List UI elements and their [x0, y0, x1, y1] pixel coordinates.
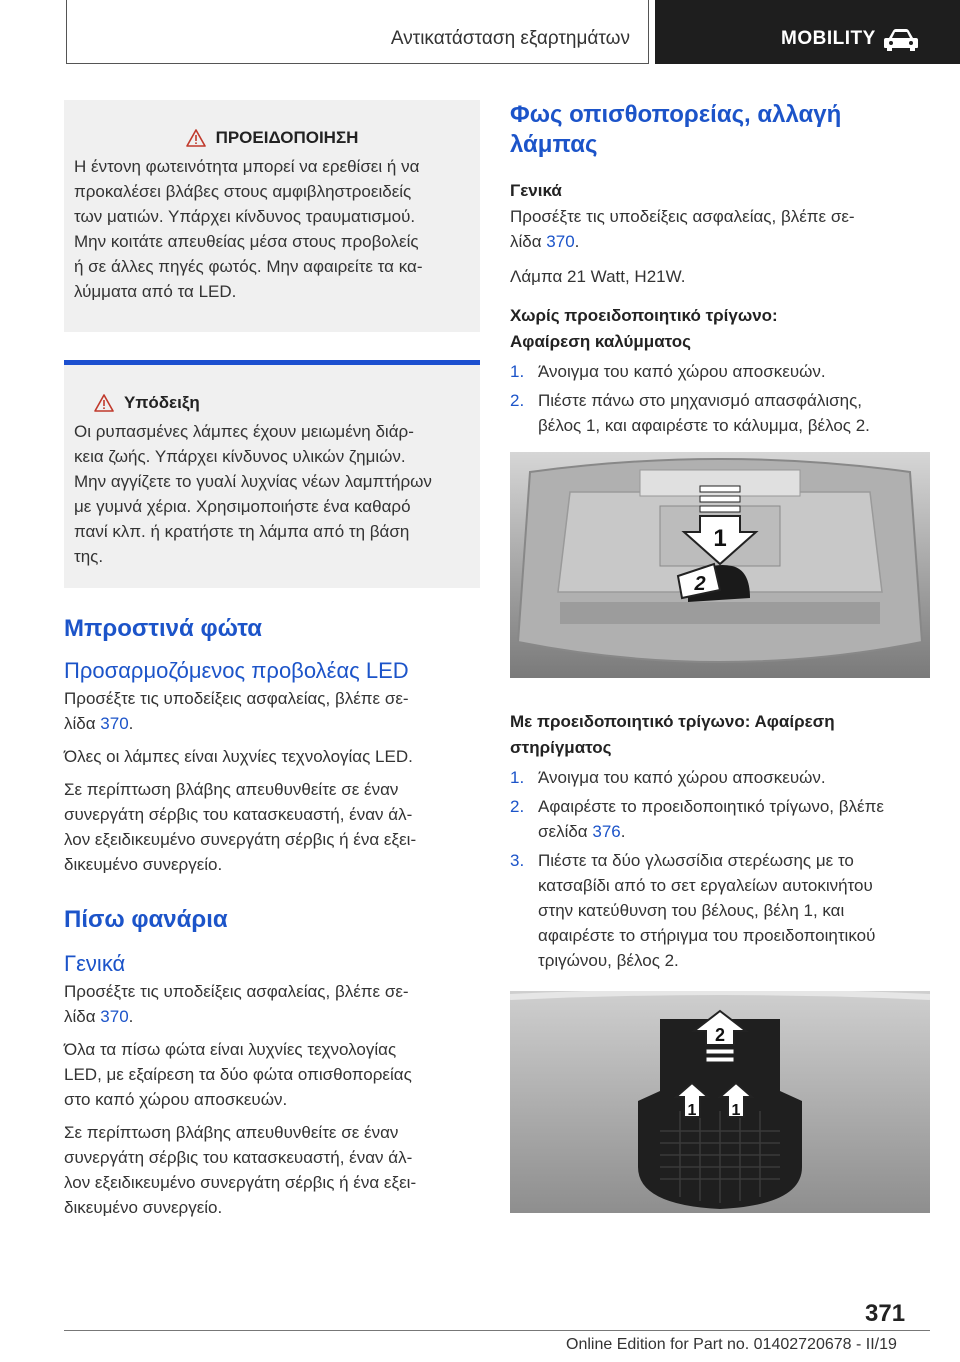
text-line: Αφαιρέστε το προειδοποιητικό τρίγωνο, βλέπε — [538, 797, 884, 816]
footer-divider — [64, 1330, 930, 1331]
reverse-safety-reference — [510, 204, 930, 254]
text-line: Προσέξτε τις υποδείξεις ασφαλείας, βλέπε σε- — [64, 982, 409, 1001]
svg-text:1: 1 — [687, 1102, 697, 1119]
text-line: λον εξειδικευμένο συνεργάτη σέρβις ή ένα εξει- — [64, 1173, 417, 1192]
reverse-general-title: Γενικά — [510, 181, 562, 200]
text-span: . — [128, 1007, 134, 1026]
rear-safety-reference — [64, 979, 480, 1029]
text-line: δικευμένο συνεργείο. — [64, 855, 223, 874]
warning-line: Η έντονη φωτεινότητα μπορεί να ερεθίσει ή να — [74, 157, 420, 176]
notice-line: Οι ρυπασμένες λάμπες έχουν μειωμένη διάρ- — [74, 422, 414, 441]
text-span: . — [574, 232, 580, 251]
heading-line: Φως οπισθοπορείας, αλλαγή — [510, 101, 842, 128]
notice-text — [74, 419, 470, 569]
text-span: λίδα — [64, 714, 101, 733]
warning-triangle-icon — [94, 394, 114, 412]
page-link-370[interactable]: 370 — [100, 714, 129, 733]
notice-title-row — [74, 393, 470, 413]
front-led-paragraph: Όλες οι λάμπες είναι λυχνίες τεχνολογίας LED. — [64, 747, 413, 766]
text-line: στην κατεύθυνση του βέλους, βέλη 1, και — [538, 901, 845, 920]
svg-text:2: 2 — [694, 573, 706, 595]
edition-info: Online Edition for Part no. 01402720678 - II/19 — [566, 1336, 897, 1353]
heading-line: στηρίγματος — [510, 738, 612, 757]
text-line: βέλος 1, και αφαιρέστε το κάλυμμα, βέλος 2. — [538, 416, 870, 435]
text-span: . — [128, 714, 134, 733]
triangle-holder — [638, 1019, 802, 1209]
steps-list-b — [510, 765, 930, 973]
warning-text — [74, 154, 470, 304]
svg-text:1: 1 — [713, 525, 727, 552]
step-number: 2. — [510, 391, 525, 410]
trunk-lid-cover-photo — [510, 452, 930, 678]
warning-line: λύμματα από τα LED. — [74, 282, 237, 301]
text-line: δικευμένο συνεργείο. — [64, 1198, 223, 1217]
without-triangle-title — [510, 303, 930, 355]
warning-line: προκαλέσει βλάβες στους αμφιβληστροειδείς — [74, 182, 412, 201]
warning-title: ΠΡΟΕΙΔΟΠΟΙΗΣΗ — [215, 128, 359, 147]
warning-line: των ματιών. Υπάρχει κίνδυνος τραυματισμού. — [74, 207, 416, 226]
warning-triangle-icon — [186, 129, 206, 147]
front-safety-reference — [64, 686, 480, 736]
rear-failure-paragraph — [64, 1120, 480, 1220]
left-column — [64, 100, 480, 1220]
page-link-370[interactable]: 370 — [100, 1007, 129, 1026]
step-text — [538, 388, 930, 438]
step-item — [510, 794, 930, 844]
notice-line: κεια ζωής. Υπάρχει κίνδυνος υλικών ζημιών. — [74, 447, 406, 466]
page-link-376[interactable]: 376 — [592, 822, 621, 841]
step-item — [510, 848, 930, 973]
text-span: σελίδα — [538, 822, 593, 841]
text-line: LED, με εξαίρεση τα δύο φώτα οπισθοπορείας — [64, 1065, 412, 1084]
led-headlight-subheading: Προσαρμοζόμενος προβολέας LED — [64, 658, 409, 683]
step-number: 1. — [510, 768, 525, 787]
text-line: Άνοιγμα του καπό χώρου αποσκευών. — [538, 362, 826, 381]
notice-line: της. — [74, 547, 104, 566]
text-line: Σε περίπτωση βλάβης απευθυνθείτε σε έναν — [64, 780, 399, 799]
text-span: . — [620, 822, 626, 841]
svg-text:1: 1 — [731, 1102, 741, 1119]
step-text — [538, 765, 930, 790]
text-line — [64, 711, 480, 736]
text-line: στο καπό χώρου αποσκευών. — [64, 1090, 288, 1109]
text-span: λίδα — [64, 1007, 101, 1026]
page-number: 371 — [865, 1300, 906, 1327]
heading-line: λάμπας — [510, 131, 598, 158]
step-item — [510, 765, 930, 790]
step-number: 3. — [510, 851, 525, 870]
reverse-light-heading — [510, 100, 930, 160]
svg-text:2: 2 — [714, 1025, 726, 1045]
text-span: λίδα — [510, 232, 547, 251]
text-line: κατσαβίδι από το σετ εργαλείων αυτοκινήτου — [538, 876, 873, 895]
text-line: συνεργάτη σέρβις του κατασκευαστή, έναν άλ- — [64, 805, 413, 824]
step-text — [538, 359, 930, 384]
page-link-370[interactable]: 370 — [546, 232, 575, 251]
text-line — [510, 229, 930, 254]
step-text — [538, 848, 930, 973]
steps-list-a — [510, 359, 930, 438]
text-line: Άνοιγμα του καπό χώρου αποσκευών. — [538, 768, 826, 787]
step-number: 1. — [510, 362, 525, 381]
step-number: 2. — [510, 797, 525, 816]
text-line — [538, 819, 930, 844]
chapter-title: MOBILITY — [781, 28, 876, 49]
text-line — [64, 1004, 480, 1029]
text-line: Πιέστε πάνω στο μηχανισμό απασφάλισης, — [538, 391, 863, 410]
warning-box — [64, 100, 480, 332]
step-item — [510, 388, 930, 438]
notice-line: πανί κλπ. ή κρατήστε τη λάμπα από τη βάση — [74, 522, 410, 541]
notice-title: Υπόδειξη — [124, 393, 200, 412]
text-line: Προσέξτε τις υποδείξεις ασφαλείας, βλέπε σε- — [510, 207, 855, 226]
text-line: τριγώνου, βέλος 2. — [538, 951, 679, 970]
notice-line: με γυμνά χέρια. Χρησιμοποιήστε ένα καθαρό — [74, 497, 411, 516]
text-line: Όλα τα πίσω φώτα είναι λυχνίες τεχνολογίας — [64, 1040, 397, 1059]
lamp-spec: Λάμπα 21 Watt, H21W. — [510, 267, 686, 286]
text-line: Προσέξτε τις υποδείξεις ασφαλείας, βλέπε σε- — [64, 689, 409, 708]
warning-title-row — [74, 128, 470, 148]
notice-box — [64, 360, 480, 588]
text-line: λον εξειδικευμένο συνεργάτη σέρβις ή ένα εξει- — [64, 830, 417, 849]
header-section-box — [66, 0, 649, 64]
header-chapter-box — [655, 0, 960, 64]
heading-line: Χωρίς προειδοποιητικό τρίγωνο: — [510, 306, 778, 325]
rear-lights-heading: Πίσω φανάρια — [64, 906, 228, 933]
warning-line: ή σε άλλες πηγές φωτός. Μην αφαιρείτε τα κα- — [74, 257, 423, 276]
text-line: Σε περίπτωση βλάβης απευθυνθείτε σε έναν — [64, 1123, 399, 1142]
front-failure-paragraph — [64, 777, 480, 877]
section-title: Αντικατάσταση εξαρτημάτων — [390, 28, 630, 49]
text-line: αφαιρέστε το στήριγμα του προειδοποιητικού — [538, 926, 876, 945]
step-text — [538, 794, 930, 844]
heading-line: Αφαίρεση καλύμματος — [510, 332, 691, 351]
triangle-holder-photo — [510, 991, 930, 1213]
heading-line: Με προειδοποιητικό τρίγωνο: Αφαίρεση — [510, 712, 835, 731]
text-line: συνεργάτη σέρβις του κατασκευαστή, έναν άλ- — [64, 1148, 413, 1167]
notice-line: Μην αγγίζετε το γυαλί λυχνίας νέων λαμπτήρων — [74, 472, 432, 491]
rear-general-subheading: Γενικά — [64, 951, 126, 976]
front-lights-heading: Μπροστινά φώτα — [64, 615, 263, 642]
with-triangle-title — [510, 709, 930, 761]
text-line: Πιέστε τα δύο γλωσσίδια στερέωσης με το — [538, 851, 854, 870]
right-column — [510, 100, 930, 1218]
step-item — [510, 359, 930, 384]
car-icon — [883, 28, 919, 52]
rear-led-paragraph — [64, 1037, 480, 1112]
warning-line: Μην κοιτάτε απευθείας μέσα στους προβολείς — [74, 232, 419, 251]
